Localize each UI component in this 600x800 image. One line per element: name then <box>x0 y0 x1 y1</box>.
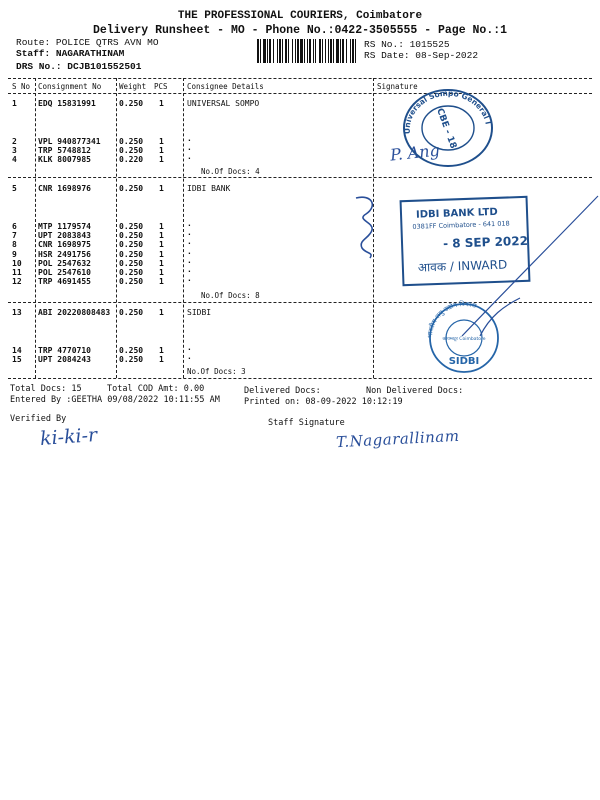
universal-stamp-center: CBE - 18 <box>434 107 459 151</box>
barcode-bar <box>292 39 293 63</box>
row-detail: . <box>187 134 192 143</box>
row-sno: 6 <box>12 222 17 231</box>
col-divider <box>35 78 36 378</box>
row-sno: 11 <box>12 268 22 277</box>
row-consignment: HSR 2491756 <box>38 250 91 259</box>
barcode-bar <box>319 39 321 63</box>
barcode-bar <box>273 39 274 63</box>
row-consignment: TRP 4770710 <box>38 346 91 355</box>
receiver-signature-idbi <box>352 192 382 262</box>
receiver-signature-universal: P. Ang <box>389 140 441 165</box>
row-pcs: 1 <box>159 250 164 259</box>
barcode-bar <box>282 39 283 63</box>
rs-date: RS Date: 08-Sep-2022 <box>364 50 479 61</box>
row-sno: 1 <box>12 99 17 108</box>
barcode-bar <box>352 39 354 63</box>
row-detail: . <box>187 265 192 274</box>
barcode-bar <box>322 39 323 63</box>
row-consignment: UPT 2084243 <box>38 355 91 364</box>
row-sno: 3 <box>12 146 17 155</box>
row-pcs: 1 <box>159 231 164 240</box>
idbi-stamp-branch: 0381FF Coimbatore - 641 018 <box>412 219 510 231</box>
row-detail: . <box>187 274 192 283</box>
route-label: Route: POLICE QTRS AVN MO <box>16 37 159 48</box>
stamp-slash <box>460 186 600 346</box>
row-pcs: 1 <box>159 146 164 155</box>
row-pcs: 1 <box>159 184 164 193</box>
idbi-stamp-date: - 8 SEP 2022 <box>442 233 529 251</box>
row-consignment: TRP 5748812 <box>38 146 91 155</box>
row-consignment: EDQ 15831991 <box>38 99 96 108</box>
row-weight: 0.250 <box>119 250 144 259</box>
row-sno: 14 <box>12 346 22 355</box>
row-detail: . <box>187 256 192 265</box>
table-top-rule <box>8 78 592 79</box>
row-pcs: 1 <box>159 99 164 108</box>
row-weight: 0.250 <box>119 222 144 231</box>
universal-stamp-arc-text: Universal Sompo General I <box>402 88 493 135</box>
barcode-bar <box>263 39 266 63</box>
row-detail: . <box>187 237 192 246</box>
row-consignment: TRP 4691455 <box>38 277 91 286</box>
row-weight: 0.250 <box>119 308 144 317</box>
row-consignment: UPT 2083843 <box>38 231 91 240</box>
barcode-bar <box>355 39 356 63</box>
verified-signature: ki-ki-r <box>39 424 98 450</box>
idbi-stamp-inward: आवक / INWARD <box>417 257 508 275</box>
row-consignment: VPL 940877341 <box>38 137 101 146</box>
row-pcs: 1 <box>159 155 164 164</box>
row-consignment: CNR 1698975 <box>38 240 91 249</box>
row-weight: 0.250 <box>119 146 144 155</box>
total-cod: Total COD Amt: 0.00 <box>107 384 205 394</box>
docs-count: No.Of Docs: 4 <box>201 167 260 176</box>
col-header-consignee: Consignee Details <box>187 82 264 91</box>
row-weight: 0.250 <box>119 355 144 364</box>
col-header-sno: S No <box>12 82 31 91</box>
delivered-docs: Delivered Docs: <box>244 386 321 396</box>
row-weight: 0.250 <box>119 259 144 268</box>
row-sno: 2 <box>12 137 17 146</box>
row-pcs: 1 <box>159 259 164 268</box>
row-sno: 7 <box>12 231 17 240</box>
document-title: THE PROFESSIONAL COURIERS, Coimbatore <box>177 10 423 22</box>
row-weight: 0.250 <box>119 240 144 249</box>
row-detail: . <box>187 343 192 352</box>
row-pcs: 1 <box>159 240 164 249</box>
barcode-bar <box>297 39 299 63</box>
barcode-bar <box>307 39 308 63</box>
row-consignment: KLK 8007985 <box>38 155 91 164</box>
row-pcs: 1 <box>159 308 164 317</box>
row-sno: 15 <box>12 355 22 364</box>
entered-by: Entered By :GEETHA 09/08/2022 10:11:55 AM <box>10 395 220 405</box>
row-consignment: CNR 1698976 <box>38 184 91 193</box>
col-header-pcs: PCS <box>154 82 168 91</box>
barcode-bar <box>328 39 329 63</box>
row-detail: . <box>187 352 192 361</box>
barcode-bar <box>279 39 281 63</box>
row-weight: 0.250 <box>119 268 144 277</box>
consignee-name: SIDBI <box>187 308 212 317</box>
idbi-stamp-bank: IDBI BANK LTD <box>415 206 498 221</box>
barcode-bar <box>267 39 268 63</box>
row-pcs: 1 <box>159 355 164 364</box>
row-sno: 8 <box>12 240 17 249</box>
row-sno: 10 <box>12 259 22 268</box>
sidbi-stamp-arc: भारतीय लघु उद्योग विकास <box>425 299 478 339</box>
barcode-bar <box>300 39 303 63</box>
barcode <box>257 39 357 63</box>
barcode-bar <box>346 39 347 63</box>
col-divider <box>183 78 184 378</box>
barcode-bar <box>285 39 287 63</box>
row-pcs: 1 <box>159 268 164 277</box>
consignee-name: IDBI BANK <box>187 184 231 193</box>
barcode-bar <box>295 39 296 63</box>
non-delivered-docs: Non Delivered Docs: <box>366 386 464 396</box>
row-sno: 5 <box>12 184 17 193</box>
row-pcs: 1 <box>159 137 164 146</box>
row-pcs: 1 <box>159 222 164 231</box>
row-pcs: 1 <box>159 346 164 355</box>
row-detail: . <box>187 219 192 228</box>
row-detail: . <box>187 152 192 161</box>
row-detail: . <box>187 247 192 256</box>
table-bottom-rule <box>8 378 592 379</box>
verified-by-label: Verified By <box>10 414 67 424</box>
barcode-bar <box>342 39 344 63</box>
staff-signature-label: Staff Signature <box>268 418 345 428</box>
row-consignment: ABI 20220808483 <box>38 308 111 317</box>
consignee-name: UNIVERSAL SOMPO <box>187 99 260 108</box>
row-detail: . <box>187 228 192 237</box>
barcode-bar <box>288 39 289 63</box>
group-rule <box>8 177 592 178</box>
staff-label: Staff: NAGARATHINAM <box>16 48 125 59</box>
docs-count: No.Of Docs: 3 <box>187 367 246 376</box>
rs-number: RS No.: 1015525 <box>364 39 450 50</box>
docs-count: No.Of Docs: 8 <box>201 291 260 300</box>
barcode-bar <box>333 39 334 63</box>
row-consignment: MTP 1179574 <box>38 222 91 231</box>
sidbi-stamp-logo: SIDBI <box>448 356 480 367</box>
row-weight: 0.250 <box>119 231 144 240</box>
col-divider <box>116 78 117 378</box>
barcode-bar <box>257 39 259 63</box>
drs-number: DRS No.: DCJB101552501 <box>16 61 142 72</box>
barcode-bar <box>260 39 261 63</box>
row-weight: 0.250 <box>119 277 144 286</box>
barcode-bar <box>340 39 341 63</box>
row-detail: . <box>187 143 192 152</box>
printed-on: Printed on: 08-09-2022 10:12:19 <box>244 397 403 407</box>
col-header-signature: Signature <box>377 82 418 91</box>
col-header-weight: Weight <box>119 82 147 91</box>
row-weight: 0.220 <box>119 155 144 164</box>
universal-stamp-graphic <box>396 84 498 168</box>
barcode-bar <box>309 39 311 63</box>
total-docs: Total Docs: 15 <box>10 384 82 394</box>
barcode-bar <box>277 39 278 63</box>
row-pcs: 1 <box>159 277 164 286</box>
staff-handwritten-signature: T.Nagarallinam <box>335 426 460 452</box>
row-sno: 4 <box>12 155 17 164</box>
row-sno: 13 <box>12 308 22 317</box>
barcode-bar <box>315 39 316 63</box>
row-weight: 0.250 <box>119 346 144 355</box>
row-consignment: POL 2547610 <box>38 268 91 277</box>
sidbi-stamp-center: कोयम्बटूर Coimbatore <box>442 337 486 342</box>
barcode-bar <box>313 39 314 63</box>
row-weight: 0.250 <box>119 184 144 193</box>
table-header-rule <box>8 93 592 94</box>
row-sno: 9 <box>12 250 17 259</box>
document-subtitle: Delivery Runsheet - MO - Phone No.:0422-3505555 - Page No.:1 <box>92 24 508 37</box>
row-weight: 0.250 <box>119 99 144 108</box>
barcode-bar <box>350 39 351 63</box>
universal-sompo-stamp <box>396 84 498 173</box>
row-weight: 0.250 <box>119 137 144 146</box>
col-header-consignment: Consignment No <box>38 82 102 91</box>
barcode-bar <box>336 39 339 63</box>
barcode-bar <box>269 39 271 63</box>
barcode-bar <box>330 39 332 63</box>
barcode-bar <box>325 39 326 63</box>
barcode-bar <box>304 39 305 63</box>
row-consignment: POL 2547632 <box>38 259 91 268</box>
row-sno: 12 <box>12 277 22 286</box>
barcode-graphic <box>257 39 357 63</box>
